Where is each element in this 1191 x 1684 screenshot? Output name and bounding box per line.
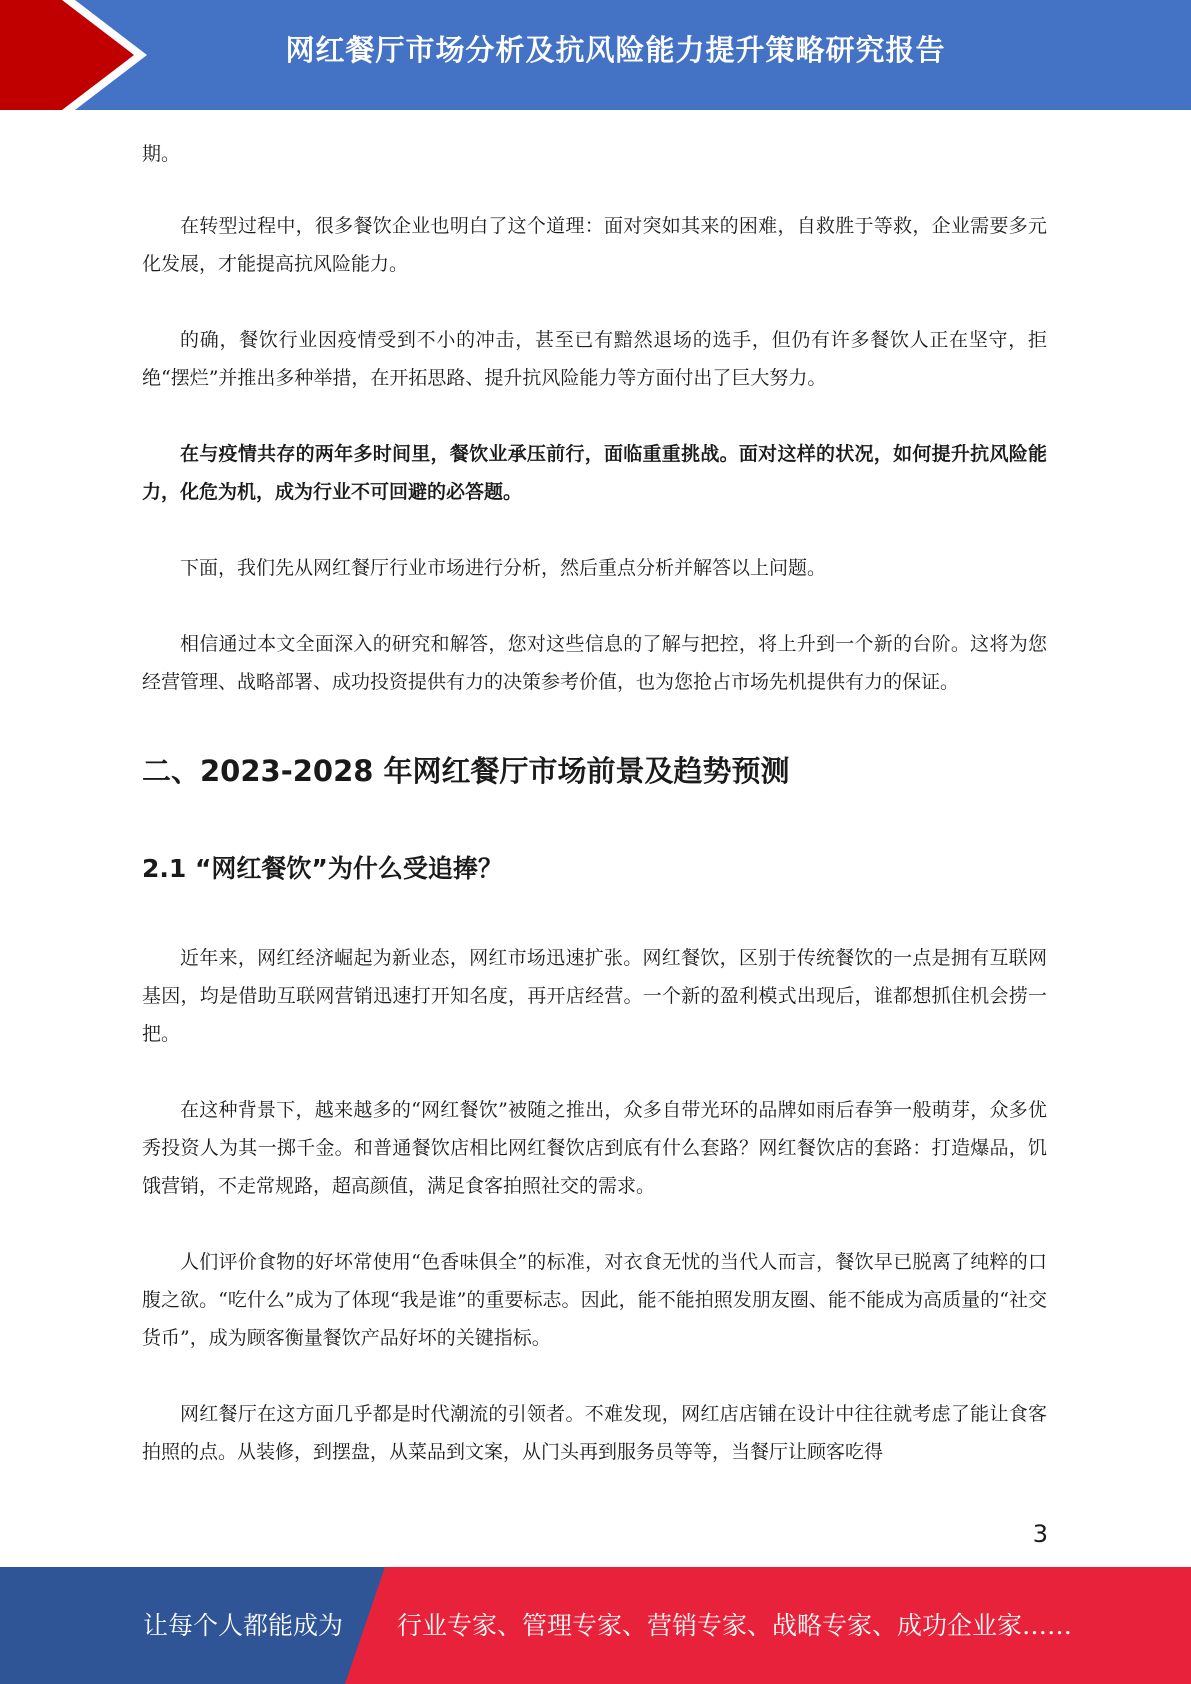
header-arrow-icon [0,0,160,110]
paragraph: 在转型过程中，很多餐饮企业也明白了这个道理：面对突如其来的困难，自救胜于等救，企业需要多元化发展，才能提高抗风险能力。 [142,215,1047,275]
paragraph: 的确，餐饮行业因疫情受到不小的冲击，甚至已有黯然退场的选手，但仍有许多餐饮人正在坚守，拒绝“摆烂”并推出多种举措，在开拓思路、提升抗风险能力等方面付出了巨大努力。 [142,329,1047,389]
document-body [142,135,1047,1471]
page-number: 3 [1032,1520,1048,1548]
page-header [0,0,1191,110]
paragraph: 网红餐厅在这方面几乎都是时代潮流的引领者。不难发现，网红店店铺在设计中往往就考虑了能让食客拍照的点。从装修，到摆盘，从菜品到文案，从门头再到服务员等等，当餐厅让顾客吃得 [142,1403,1047,1463]
footer-slogan-right: 行业专家、管理专家、营销专家、战略专家、成功企业家…… [397,1611,1073,1640]
paragraph: 下面，我们先从网红餐厅行业市场进行分析，然后重点分析并解答以上问题。 [180,557,827,579]
paragraph: 近年来，网红经济崛起为新业态，网红市场迅速扩张。网红餐饮，区别于传统餐饮的一点是拥有互联网基因，均是借助互联网营销迅速打开知名度，再开店经营。一个新的盈利模式出现后，谁都想抓住机会捞一把。 [142,947,1047,1045]
paragraph: 期。 [142,143,181,165]
footer-slogan-left: 让每个人都能成为 [143,1611,344,1640]
subsection-heading: 2.1 “网红餐饮”为什么受追捧？ [142,854,503,883]
paragraph: 在这种背景下，越来越多的“网红餐饮”被随之推出，众多自带光环的品牌如雨后春笋一般萌芽，众多优秀投资人为其一掷千金。和普通餐饮店相比网红餐饮店到底有什么套路？网红餐饮店的套路：打造爆品，饥饿营销，不走常规路，超高颜值，满足食客拍照社交的需求。 [142,1099,1047,1197]
paragraph: 人们评价食物的好坏常使用“色香味俱全”的标准，对衣食无忧的当代人而言，餐饮早已脱离了纯粹的口腹之欲。“吃什么”成为了体现“我是谁”的重要标志。因此，能不能拍照发朋友圈、能不能成为高质量的“社交货币”，成为顾客衡量餐饮产品好坏的关键指标。 [142,1251,1047,1349]
paragraph: 相信通过本文全面深入的研究和解答，您对这些信息的了解与把控，将上升到一个新的台阶。这将为您经营管理、战略部署、成功投资提供有力的决策参考价值，也为您抢占市场先机提供有力的保证。 [142,633,1047,693]
paragraph-emphasis: 在与疫情共存的两年多时间里，餐饮业承压前行，面临重重挑战。面对这样的状况，如何提升抗风险能力，化危为机，成为行业不可回避的必答题。 [142,443,1047,503]
report-title: 网红餐厅市场分析及抗风险能力提升策略研究报告 [285,33,946,67]
section-heading: 二、2023-2028 年网红餐厅市场前景及趋势预测 [142,754,790,788]
page-footer [0,1567,1191,1684]
